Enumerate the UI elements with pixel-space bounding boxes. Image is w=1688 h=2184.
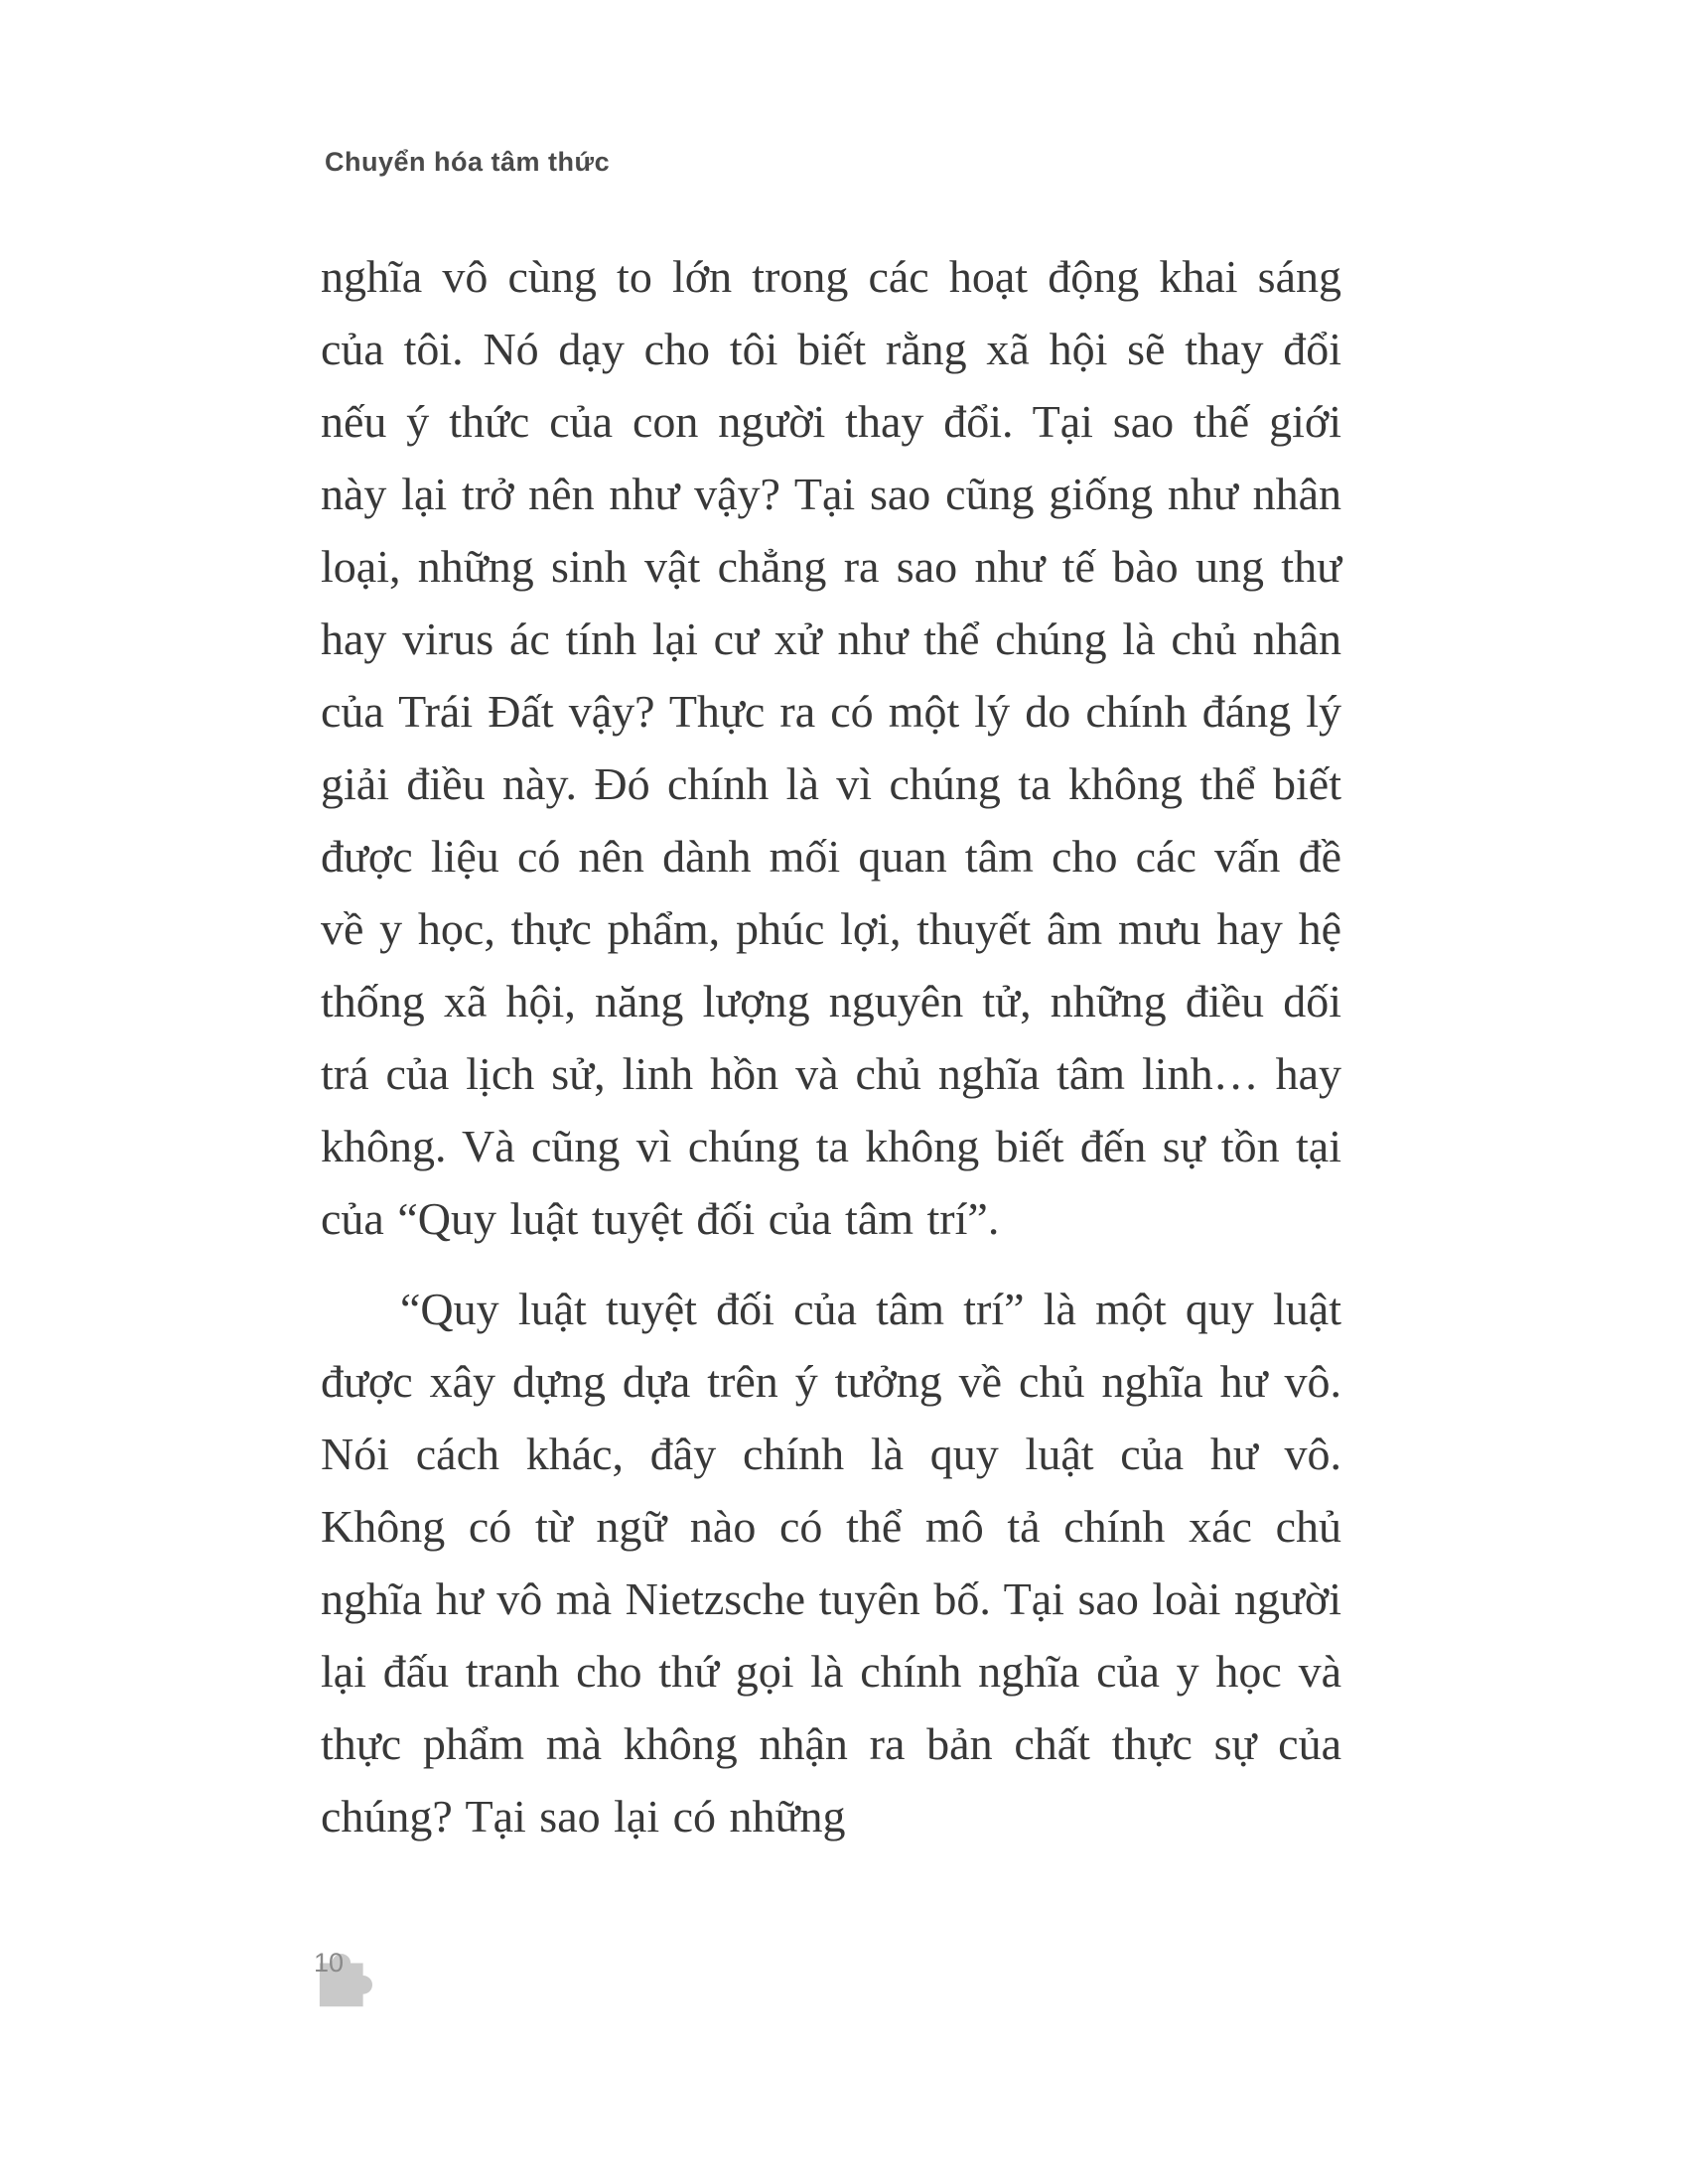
body-text [321,240,1341,1870]
paragraph: “Quy luật tuyệt đối của tâm trí” là một quy luật được xây dựng dựa trên ý tưởng về chủ nghĩa hư vô. Nói cách khác, đây chính là quy luật của hư vô. Không có từ ngữ nào có thể mô tả chính xác chủ nghĩa hư vô mà Nietzsche tuyên bố. Tại sao loài người lại đấu tranh cho thứ gọi là chính nghĩa của y học và thực phẩm mà không nhận ra bản chất thực sự của chúng? Tại sao lại có những [321,1284,1341,1842]
running-header: Chuyển hóa tâm thức [325,147,611,177]
page-number: 10 [314,1948,345,1978]
page-footer [298,1922,427,2041]
puzzle-piece-icon [298,1926,397,2025]
paragraph: nghĩa vô cùng to lớn trong các hoạt động khai sáng của tôi. Nó dạy cho tôi biết rằng xã hội sẽ thay đổi nếu ý thức của con người thay đổi. Tại sao thế giới này lại trở nên như vậy? Tại sao cũng giống như nhân loại, những sinh vật chẳng ra sao như tế bào ung thư hay virus ác tính lại cư xử như thể chúng là chủ nhân của Trái Đất vậy? Thực ra có một lý do chính đáng lý giải điều này. Đó chính là vì chúng ta không thể biết được liệu có nên dành mối quan tâm cho các vấn đề về y học, thực phẩm, phúc lợi, thuyết âm mưu hay hệ thống xã hội, năng lượng nguyên tử, những điều dối trá của lịch sử, linh hồn và chủ nghĩa tâm linh… hay không. Và cũng vì chúng ta không biết đến sự tồn tại của “Quy luật tuyệt đối của tâm trí”. [321,251,1341,1244]
